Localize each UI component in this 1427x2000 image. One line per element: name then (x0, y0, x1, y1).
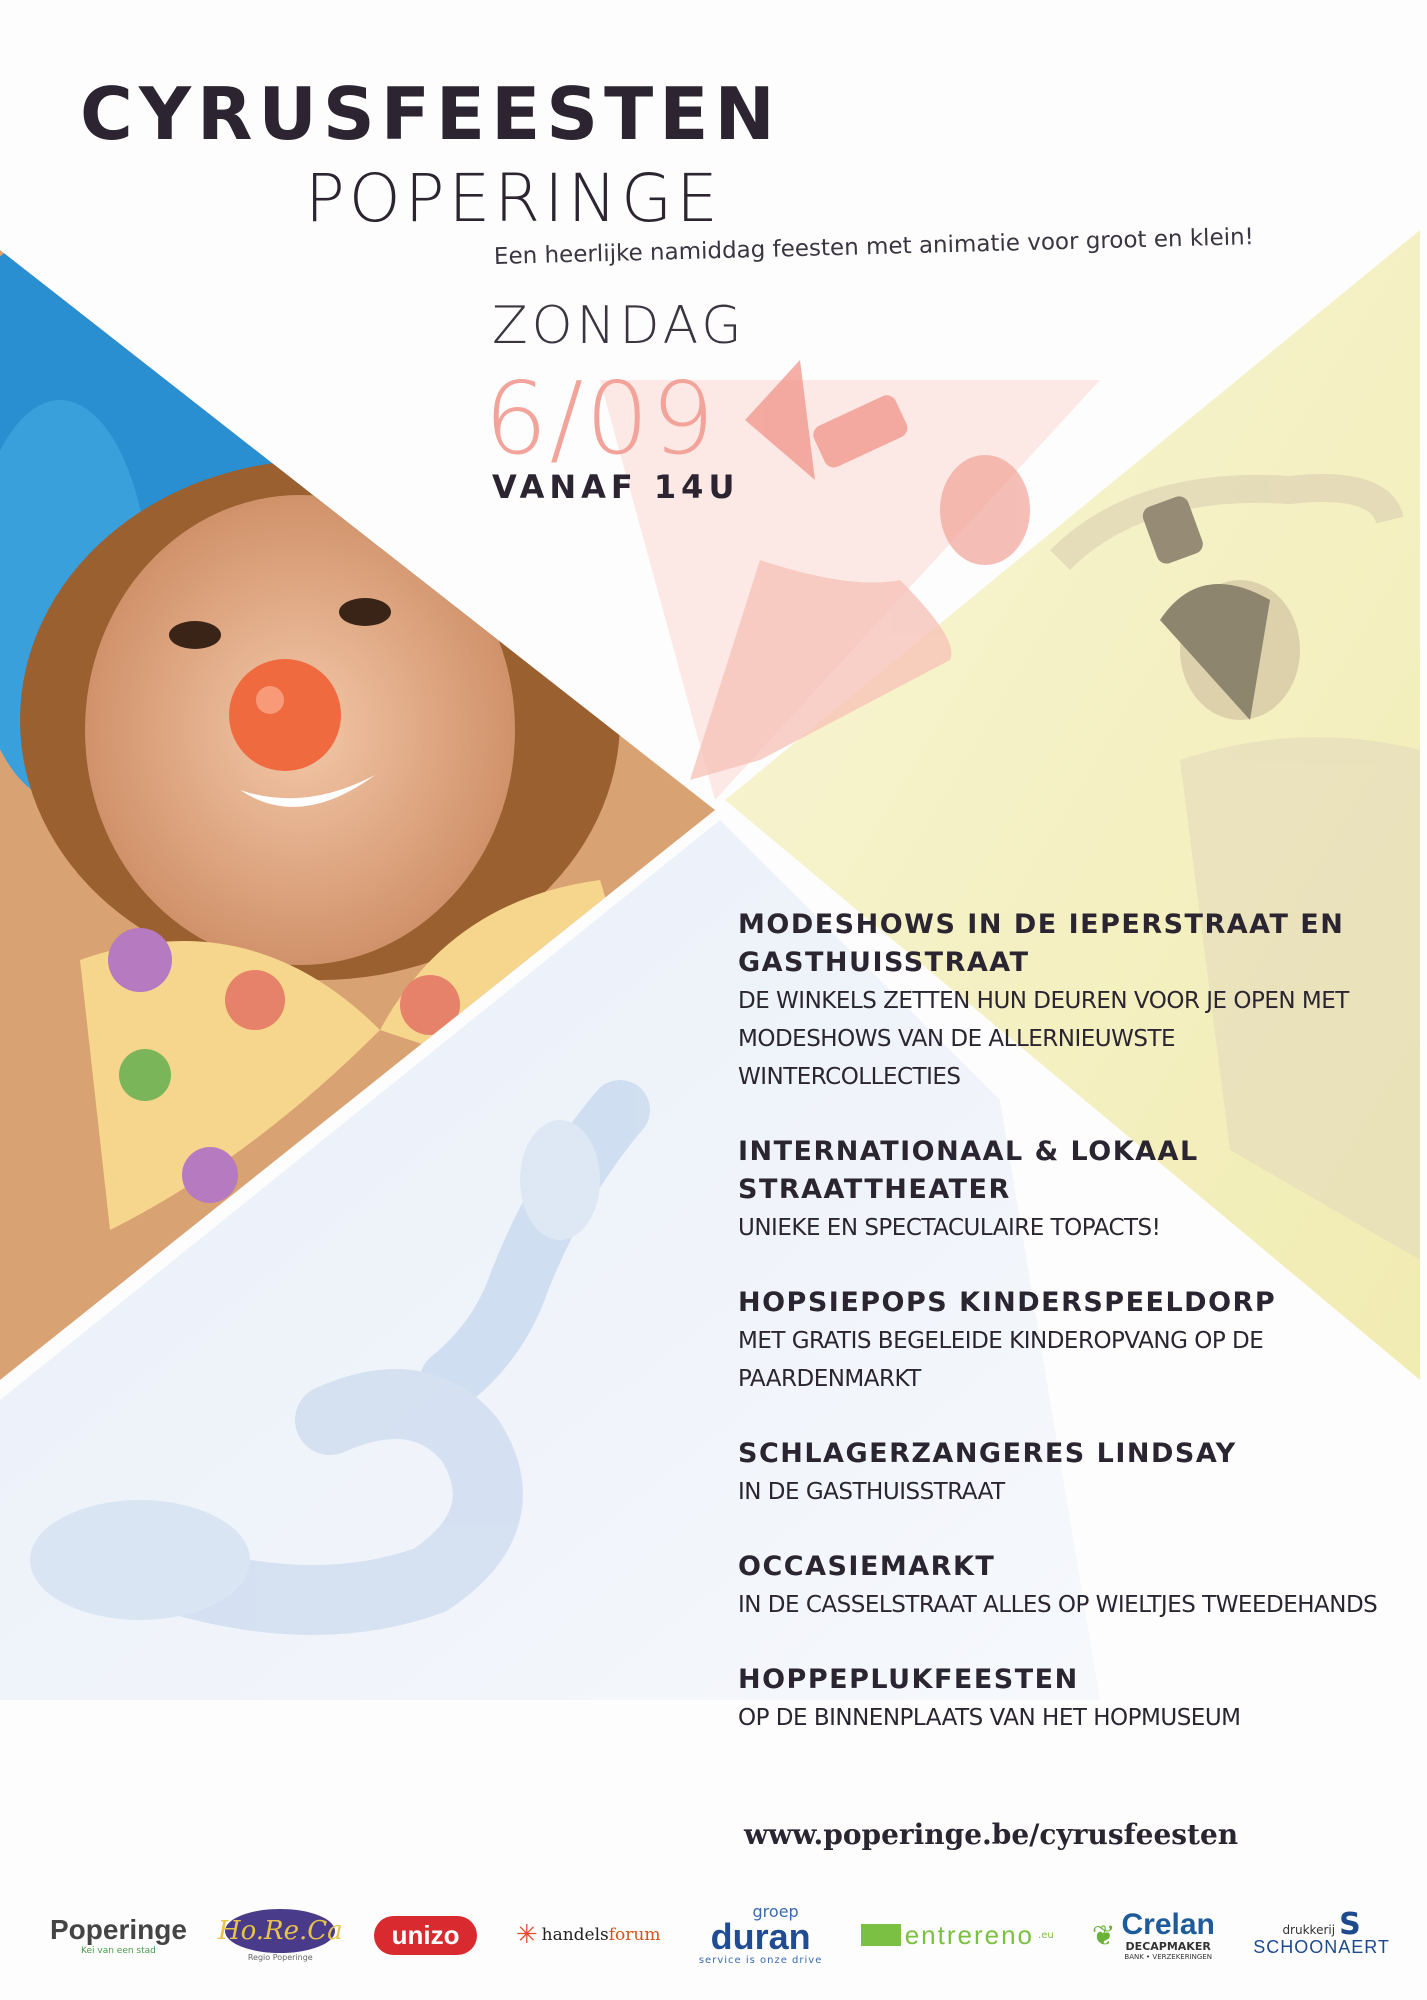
event-item (738, 1548, 1378, 1624)
poster-subtitle: POPERINGE (305, 160, 722, 237)
unizo-logo (374, 1916, 478, 1955)
crelan-logo (1092, 1907, 1215, 1961)
event-time: VANAF 14U (492, 468, 740, 506)
event-item (738, 906, 1378, 1096)
event-item (738, 1133, 1378, 1247)
event-day: ZONDAG (492, 296, 746, 356)
entrereno-logo-eu: .eu (1038, 1929, 1054, 1941)
poperinge-logo (50, 1914, 187, 1956)
leaf-icon: ❦ (1092, 1918, 1116, 1952)
event-desc: MET GRATIS BEGELEIDE KINDEROPVANG OP DE PAARDENMARKT (738, 1328, 1264, 1392)
event-desc: DE WINKELS ZETTEN HUN DEUREN VOOR JE OPEN MET MODESHOWS VAN DE ALLERNIEUWSTE WINTERCOLLECTIES (738, 988, 1349, 1090)
duran-logo-name: duran (710, 1915, 811, 1957)
tagline: Een heerlijke namiddag feesten met animatie voor groot en klein! (493, 224, 1255, 270)
poster-title: CYRUSFEESTEN (80, 72, 781, 156)
event-title: HOPPEPLUKFEESTEN (738, 1664, 1079, 1695)
duran-logo-sub: service is onze drive (698, 1954, 823, 1966)
horeca-badge (217, 1909, 343, 1953)
crelan-logo-sub: DECAPMAKER (1125, 1939, 1211, 1953)
poperinge-logo-sub: Kei van een stad (81, 1946, 156, 1956)
handelsforum-logo (516, 1920, 661, 1950)
event-date: 6/09 (484, 360, 717, 477)
event-title: HOPSIEPOPS KINDERSPEELDORP (738, 1287, 1277, 1318)
entrereno-logo-name: entrereno (904, 1919, 1035, 1950)
event-item (738, 1661, 1378, 1737)
horeca-logo-name: Ho.Re.Ca (217, 1915, 343, 1946)
event-title: OCCASIEMARKT (738, 1551, 996, 1582)
poperinge-logo-name: Poperinge (50, 1914, 187, 1945)
schoonaert-logo-small: drukkerij (1282, 1922, 1336, 1937)
horeca-logo (217, 1905, 343, 1965)
duran-logo-top: groep (752, 1901, 799, 1921)
schoonaert-logo-name: SCHOONAERT (1253, 1936, 1390, 1957)
event-desc: OP DE BINNENPLAATS VAN HET HOPMUSEUM (738, 1705, 1241, 1731)
event-item (738, 1435, 1378, 1511)
website-link[interactable]: www.poperinge.be/cyrusfeesten (744, 1818, 1239, 1851)
schoonaert-logo (1253, 1906, 1390, 1958)
duran-logo (698, 1901, 823, 1966)
entrereno-block-icon (861, 1924, 901, 1946)
event-title: SCHLAGERZANGERES LINDSAY (738, 1438, 1237, 1469)
unizo-logo-name: unizo (374, 1916, 478, 1955)
star-icon: ✳ (515, 1920, 538, 1950)
entrereno-logo (861, 1920, 1054, 1951)
event-title: INTERNATIONAAL & LOKAAL STRAATTHEATER (738, 1136, 1199, 1205)
event-title: MODESHOWS IN DE IEPERSTRAAT EN GASTHUISSTRAAT (738, 909, 1345, 978)
horeca-logo-sub: Regio Poperinge (247, 1952, 313, 1962)
handelsforum-logo-name: handelsforum (541, 1925, 661, 1945)
schoonaert-mark-icon: S (1339, 1906, 1361, 1942)
event-item (738, 1284, 1378, 1398)
event-list (738, 906, 1378, 1774)
event-desc: IN DE CASSELSTRAAT ALLES OP WIELTJES TWEEDEHANDS (738, 1592, 1378, 1618)
event-desc: IN DE GASTHUISSTRAAT (738, 1479, 1005, 1505)
crelan-logo-sub2: BANK • VERZEKERINGEN (1124, 1952, 1212, 1961)
sponsor-bar (50, 1900, 1390, 1970)
crelan-logo-name: Crelan (1121, 1907, 1215, 1941)
event-desc: UNIEKE EN SPECTACULAIRE TOPACTS! (738, 1215, 1161, 1241)
